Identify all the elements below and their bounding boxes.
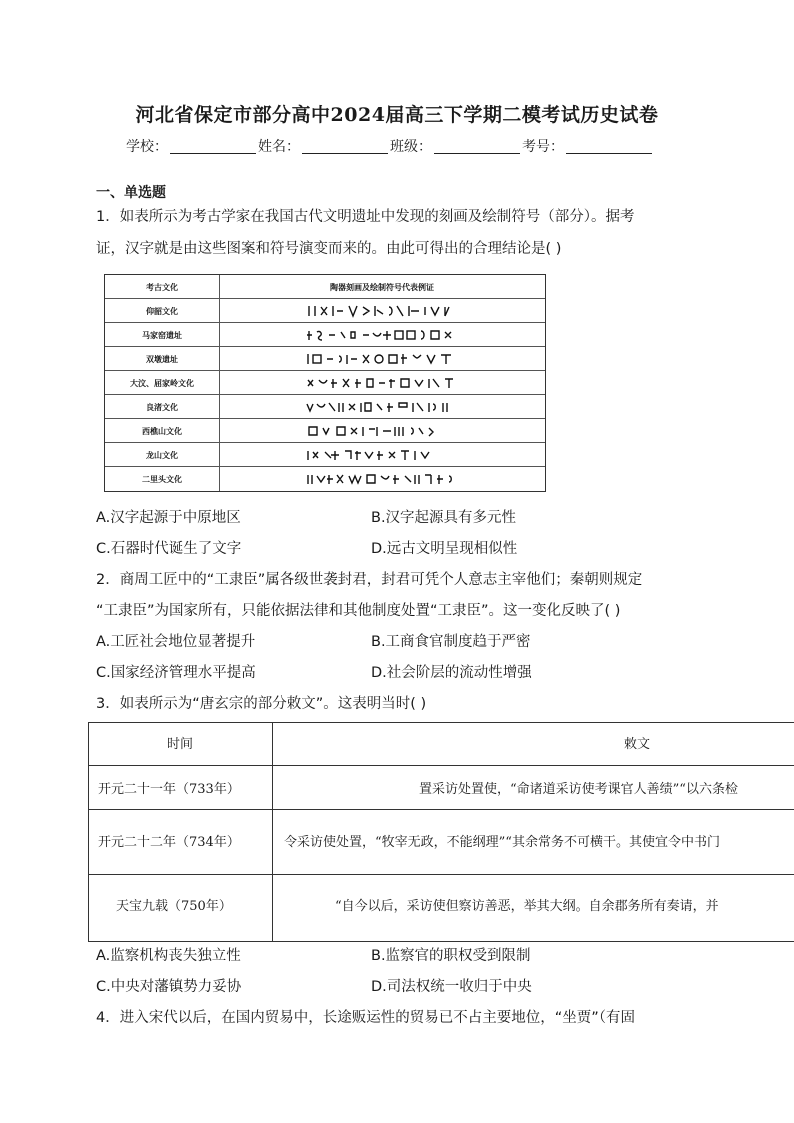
table-divider	[89, 874, 794, 875]
table-row	[105, 467, 545, 491]
q2-option-d[interactable]: D.社会阶层的流动性增强	[371, 665, 532, 681]
q1-option-a[interactable]: A.汉字起源于中原地区	[96, 510, 241, 526]
culture-cell: 西樵山文化	[105, 419, 220, 442]
school-label: 学校：	[126, 139, 168, 155]
culture-cell: 二里头文化	[105, 467, 220, 491]
q1-option-b[interactable]: B.汉字起源具有多元性	[371, 510, 517, 526]
q2-option-c[interactable]: C.国家经济管理水平提高	[96, 665, 256, 681]
culture-cell: 马家窑遗址	[105, 323, 220, 346]
table-row	[105, 323, 545, 347]
q1-line2: 证，汉字就是由这些图案和符号演变而来的。由此可得出的合理结论是( )	[96, 241, 562, 257]
q3-option-b[interactable]: B.监察官的职权受到限制	[371, 948, 531, 964]
q3-line1: 3．如表所示为“唐玄宗的部分敕文”。这表明当时( )	[96, 696, 427, 712]
table-cell-time: 开元二十一年（733年）	[98, 782, 240, 797]
name-label: 姓名：	[258, 139, 300, 155]
number-blank[interactable]	[566, 139, 652, 154]
q3-option-d[interactable]: D.司法权统一收归于中央	[371, 979, 532, 995]
school-blank[interactable]	[170, 139, 256, 154]
table-row	[105, 419, 545, 443]
q3-option-a[interactable]: A.监察机构丧失独立性	[96, 948, 241, 964]
symbol-glyphs-image	[305, 424, 455, 438]
exam-title: 河北省保定市部分高中2024届高三下学期二模考试历史试卷	[135, 104, 659, 126]
q1-line1: 1．如表所示为考古学家在我国古代文明遗址中发现的刻画及绘制符号（部分）。据考	[96, 209, 635, 225]
table-cell-edict: “自今以后，采访使但察访善恶，举其大纲。自余郡务所有奏请，并	[335, 899, 719, 914]
symbol-glyphs-image	[305, 304, 455, 318]
culture-cell: 龙山文化	[105, 443, 220, 466]
culture-cell: 双墩遗址	[105, 347, 220, 370]
class-label: 班级：	[390, 139, 432, 155]
symbol-glyphs-image	[305, 400, 455, 414]
table-cell-edict: 令采访使处置，“牧宰无政，不能纲理”“其余常务不可横干。其使宜令中书门	[284, 835, 720, 850]
section-heading: 一、单选题	[96, 185, 166, 201]
q2-option-a[interactable]: A.工匠社会地位显著提升	[96, 634, 256, 650]
name-blank[interactable]	[302, 139, 388, 154]
table-divider	[89, 809, 794, 810]
table-header-culture: 考古文化	[105, 275, 220, 298]
student-info-line	[126, 136, 654, 156]
table-cell-edict: 置采访处置使，“命诸道采访使考课官人善绩”“以六条检	[419, 782, 738, 797]
symbol-glyphs-image	[305, 352, 455, 366]
culture-cell: 良渚文化	[105, 395, 220, 418]
q1-option-d[interactable]: D.远古文明呈现相似性	[371, 541, 518, 557]
table-row	[105, 275, 545, 299]
table-row	[105, 299, 545, 323]
table-cell-time: 天宝九载（750年）	[116, 899, 232, 914]
q3-option-c[interactable]: C.中央对藩镇势力妥协	[96, 979, 242, 995]
table-header-edict: 敕文	[624, 737, 651, 752]
symbol-glyphs-image	[305, 472, 465, 486]
table-row	[105, 347, 545, 371]
table-cell-time: 开元二十二年（734年）	[98, 835, 240, 850]
culture-cell: 仰韶文化	[105, 299, 220, 322]
q2-line2: “工隶臣”为国家所有，只能依据法律和其他制度处置“工隶臣”。这一变化反映了( )	[96, 603, 621, 619]
table-row	[105, 371, 545, 395]
q4-line1: 4．进入宋代以后，在国内贸易中，长途贩运性的贸易已不占主要地位，“坐贾”（有固	[96, 1010, 635, 1026]
symbols-table	[104, 274, 546, 492]
class-blank[interactable]	[434, 139, 520, 154]
edict-table	[88, 722, 794, 942]
q2-line1: 2．商周工匠中的“工隶臣”属各级世袭封君，封君可凭个人意志主宰他们；秦朝则规定	[96, 572, 643, 588]
symbol-glyphs-image	[305, 376, 455, 390]
culture-cell: 大汶、屈家岭文化	[105, 371, 220, 394]
q2-option-b[interactable]: B.工商食官制度趋于严密	[371, 634, 531, 650]
table-header-time: 时间	[167, 737, 194, 752]
number-label: 考号：	[522, 139, 564, 155]
table-header-symbols: 陶器刻画及绘制符号代表例证	[330, 282, 434, 292]
symbol-glyphs-image	[305, 328, 455, 342]
symbol-glyphs-image	[305, 448, 455, 462]
table-row	[105, 443, 545, 467]
table-row	[105, 395, 545, 419]
table-divider	[89, 765, 794, 766]
q1-option-c[interactable]: C.石器时代诞生了文字	[96, 541, 242, 557]
table-divider	[272, 723, 273, 941]
